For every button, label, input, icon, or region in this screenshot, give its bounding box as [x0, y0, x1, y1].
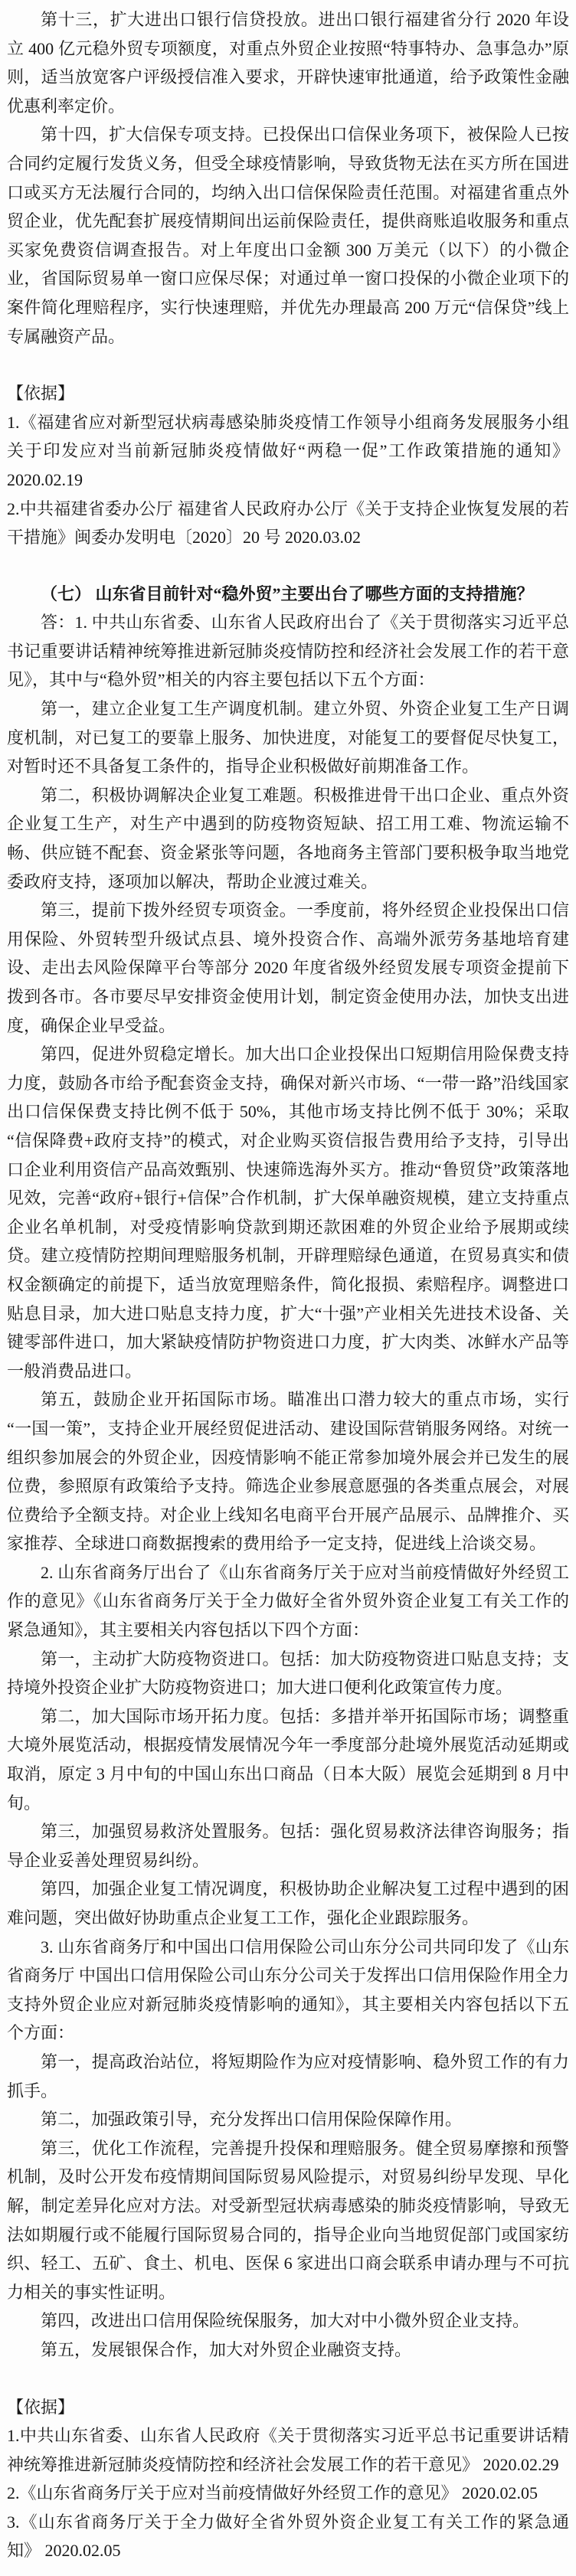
question-7-heading: （七） 山东省目前针对“稳外贸”主要出台了哪些方面的支持措施？: [41, 584, 534, 603]
basis-item: 1.中共山东省委、山东省人民政府《关于贯彻落实习近平总书记重要讲话精神统筹推进新冠肺炎疫情防控和经济社会发展工作的若干意见》 2020.02.29: [7, 2426, 569, 2474]
measure-paragraph: 第三，提前下拨外经贸专项资金。一季度前，将外经贸企业投保出口信用保险、外贸转型升级试点县、境外投资合作、高端外派劳务基地培育建设、走出去风险保障平台等部分 2020 年度省级外经贸发展专项资金提前下拨到各市。各市要尽早安排资金使用计划，制定资金使用办法，加快支出进度，确保企业早受益。: [7, 901, 569, 1035]
measure-paragraph: 第四，促进外贸稳定增长。加大出口企业投保出口短期信用险保费支持力度，鼓励各市给予配套资金支持，确保对新兴市场、“一带一路”沿线国家出口信保保费支持比例不低于 50%，其他市场支持比例不低于 30%；采取“信保降费+政府支持”的模式，对企业购买资信报告费用给予支持，引导出口企业利用资信产品高效甄别、快速筛选海外买方。推动“鲁贸贷”政策落地见效，完善“政府+银行+信保”合作机制，扩大保单融资规模，建立支持重点企业名单机制，对受疫情影响贷款到期还款困难的外贸企业给予展期或续贷。建立疫情防控期间理赔服务机制，开辟理赔绿色通道，在贸易真实和债权金额确定的前提下，适当放宽理赔条件，简化报损、索赔程序。调整进口贴息目录，加大进口贴息支持力度，扩大“十强”产业相关先进技术设备、关键零部件进口，加大紧缺疫情防护物资进口力度，扩大肉类、冰鲜水产品等一般消费品进口。: [7, 1044, 569, 1381]
measure-paragraph: 第四，加强企业复工情况调度，积极协助企业解决复工过程中遇到的困难问题，突出做好协助重点企业复工工作，强化企业跟踪服务。: [7, 1879, 569, 1927]
basis-section-shandong: [7, 2393, 569, 2566]
answer-part3-paragraph: 3. 山东省商务厅和中国出口信用保险公司山东分公司共同印发了《山东省商务厅 中国出口信用保险公司山东分公司关于发挥出口信用保险作用全力支持外贸企业应对新冠肺炎疫情影响的通知》，其主要相关内容包括以下五个方面：: [7, 1937, 569, 2043]
policy-item-13-paragraph: 第十三，扩大进出口银行信贷投放。进出口银行福建省分行 2020 年设立 400 亿元稳外贸专项额度，对重点外贸企业按照“特事特办、急事急办”原则，适当放宽客户评级授信准入要求，开辟快速审批通道，给予政策性金融优惠利率定价。: [7, 10, 569, 116]
measure-paragraph: 第一，主动扩大防疫物资进口。包括：加大防疫物资进口贴息支持；支持境外投资企业扩大防疫物资进口；加大进口便利化政策宣传力度。: [7, 1649, 569, 1698]
measure-paragraph: 第二，积极协调解决企业复工难题。积极推进骨干出口企业、重点外资企业复工生产，对生产中遇到的防疫物资短缺、招工用工难、物流运输不畅、供应链不配套、资金紧张等问题，各地商务主管部门要积极争取当地党委政府支持，逐项加以解决，帮助企业渡过难关。: [7, 785, 569, 891]
basis-item: 2.中共福建省委办公厅 福建省人民政府办公厅《关于支持企业恢复发展的若干措施》闽委办发明电〔2020〕20 号 2020.03.02: [7, 499, 569, 548]
measure-paragraph: 第一，提高政治站位，将短期险作为应对疫情影响、稳外贸工作的有力抓手。: [7, 2051, 569, 2100]
answer-intro-paragraph: 答：1. 中共山东省委、山东省人民政府出台了《关于贯彻落实习近平总书记重要讲话精神统筹推进新冠肺炎疫情防控和经济社会发展工作的若干意见》，其中与“稳外贸”相关的内容主要包括以下五个方面：: [7, 613, 569, 690]
basis-item: 2.《山东省商务厅关于应对当前疫情做好外经贸工作的意见》 2020.02.05: [7, 2483, 538, 2503]
basis-section-fujian: [7, 379, 569, 552]
answer-part2-paragraph: 2. 山东省商务厅出台了《山东省商务厅关于应对当前疫情做好外经贸工作的意见》《山东省商务厅关于全力做好全省外贸外资企业复工有关工作的紧急通知》，其主要相关内容包括以下四个方面：: [7, 1562, 569, 1640]
measure-paragraph: 第五，鼓励企业开拓国际市场。瞄准出口潜力较大的重点市场，实行“一国一策”，支持企业开展经贸促进活动、建设国际营销服务网络。对统一组织参加展会的外贸企业，因疫情影响不能正常参加境外展会并已发生的展位费，参照原有政策给予支持。筛选企业参展意愿强的各类重点展会，对展位费给予全额支持。对企业上线知名电商平台开展产品展示、品牌推介、买家推荐、全球进口商数据搜索的费用给予一定支持，促进线上洽谈交易。: [7, 1390, 569, 1554]
basis-header: 【依据】: [7, 2397, 75, 2417]
measure-paragraph: 第三，加强贸易救济处置服务。包括：强化贸易救济法律咨询服务；指导企业妥善处理贸易纠纷。: [7, 1822, 569, 1870]
measure-paragraph: 第二，加强政策引导，充分发挥出口信用保险保障作用。: [41, 2110, 463, 2130]
basis-item: 1.《福建省应对新型冠状病毒感染肺炎疫情工作领导小组商务发展服务小组关于印发应对当前新冠肺炎疫情做好“两稳一促”工作政策措施的通知》 2020.02.19: [7, 412, 569, 489]
policy-item-14-paragraph: 第十四，扩大信保专项支持。已投保出口信保业务项下，被保险人已按合同约定履行发货义务，但受全球疫情影响，导致货物无法在买方所在国进口或买方无法履行合同的，均纳入出口信保保险责任范围。对福建省重点外贸企业，优先配套扩展疫情期间出运前保险责任，提供商账追收服务和重点买家免费资信调查报告。对上年度出口金额 300 万美元（以下）的小微企业，省国际贸易单一窗口应保尽保；对通过单一窗口投保的小微企业项下的案件简化理赔程序，实行快速理赔，并优先办理最高 200 万元“信保贷”线上专属融资产品。: [7, 125, 569, 346]
document-body: [7, 5, 569, 2565]
measure-paragraph: 第二，加大国际市场开拓力度。包括：多措并举开拓国际市场；调整重大境外展览活动，根据疫情发展情况今年一季度部分赴境外展览活动延期或取消，原定 3 月中旬的中国山东出口商品（日本大阪）展览会延期到 8 月中旬。: [7, 1706, 569, 1813]
basis-item: 3.《山东省商务厅关于全力做好全省外贸外资企业复工有关工作的紧急通知》 2020.02.05: [7, 2512, 569, 2561]
measure-paragraph: 第三，优化工作流程，完善提升投保和理赔服务。健全贸易摩擦和预警机制，及时公开发布疫情期间国际贸易风险提示，对贸易纠纷早发现、早化解，制定差异化应对方法。对受新型冠状病毒感染的肺炎疫情影响，导致无法如期履行或不能履行国际贸易合同的，指导企业向当地贸促部门或国家纺织、轻工、五矿、食土、机电、医保 6 家进出口商会联系申请办理与不可抗力相关的事实性证明。: [7, 2138, 569, 2302]
measure-paragraph: 第四，改进出口信用保险统保服务，加大对中小微外贸企业支持。: [41, 2311, 530, 2331]
measure-paragraph: 第五，发展银保合作，加大对外贸企业融资支持。: [41, 2339, 412, 2359]
basis-header: 【依据】: [7, 384, 75, 404]
measure-paragraph: 第一，建立企业复工生产调度机制。建立外贸、外资企业复工生产日调度机制，对已复工的要靠上服务、加快进度，对能复工的要督促尽快复工，对暂时还不具备复工条件的，指导企业积极做好前期准备工作。: [7, 699, 569, 776]
